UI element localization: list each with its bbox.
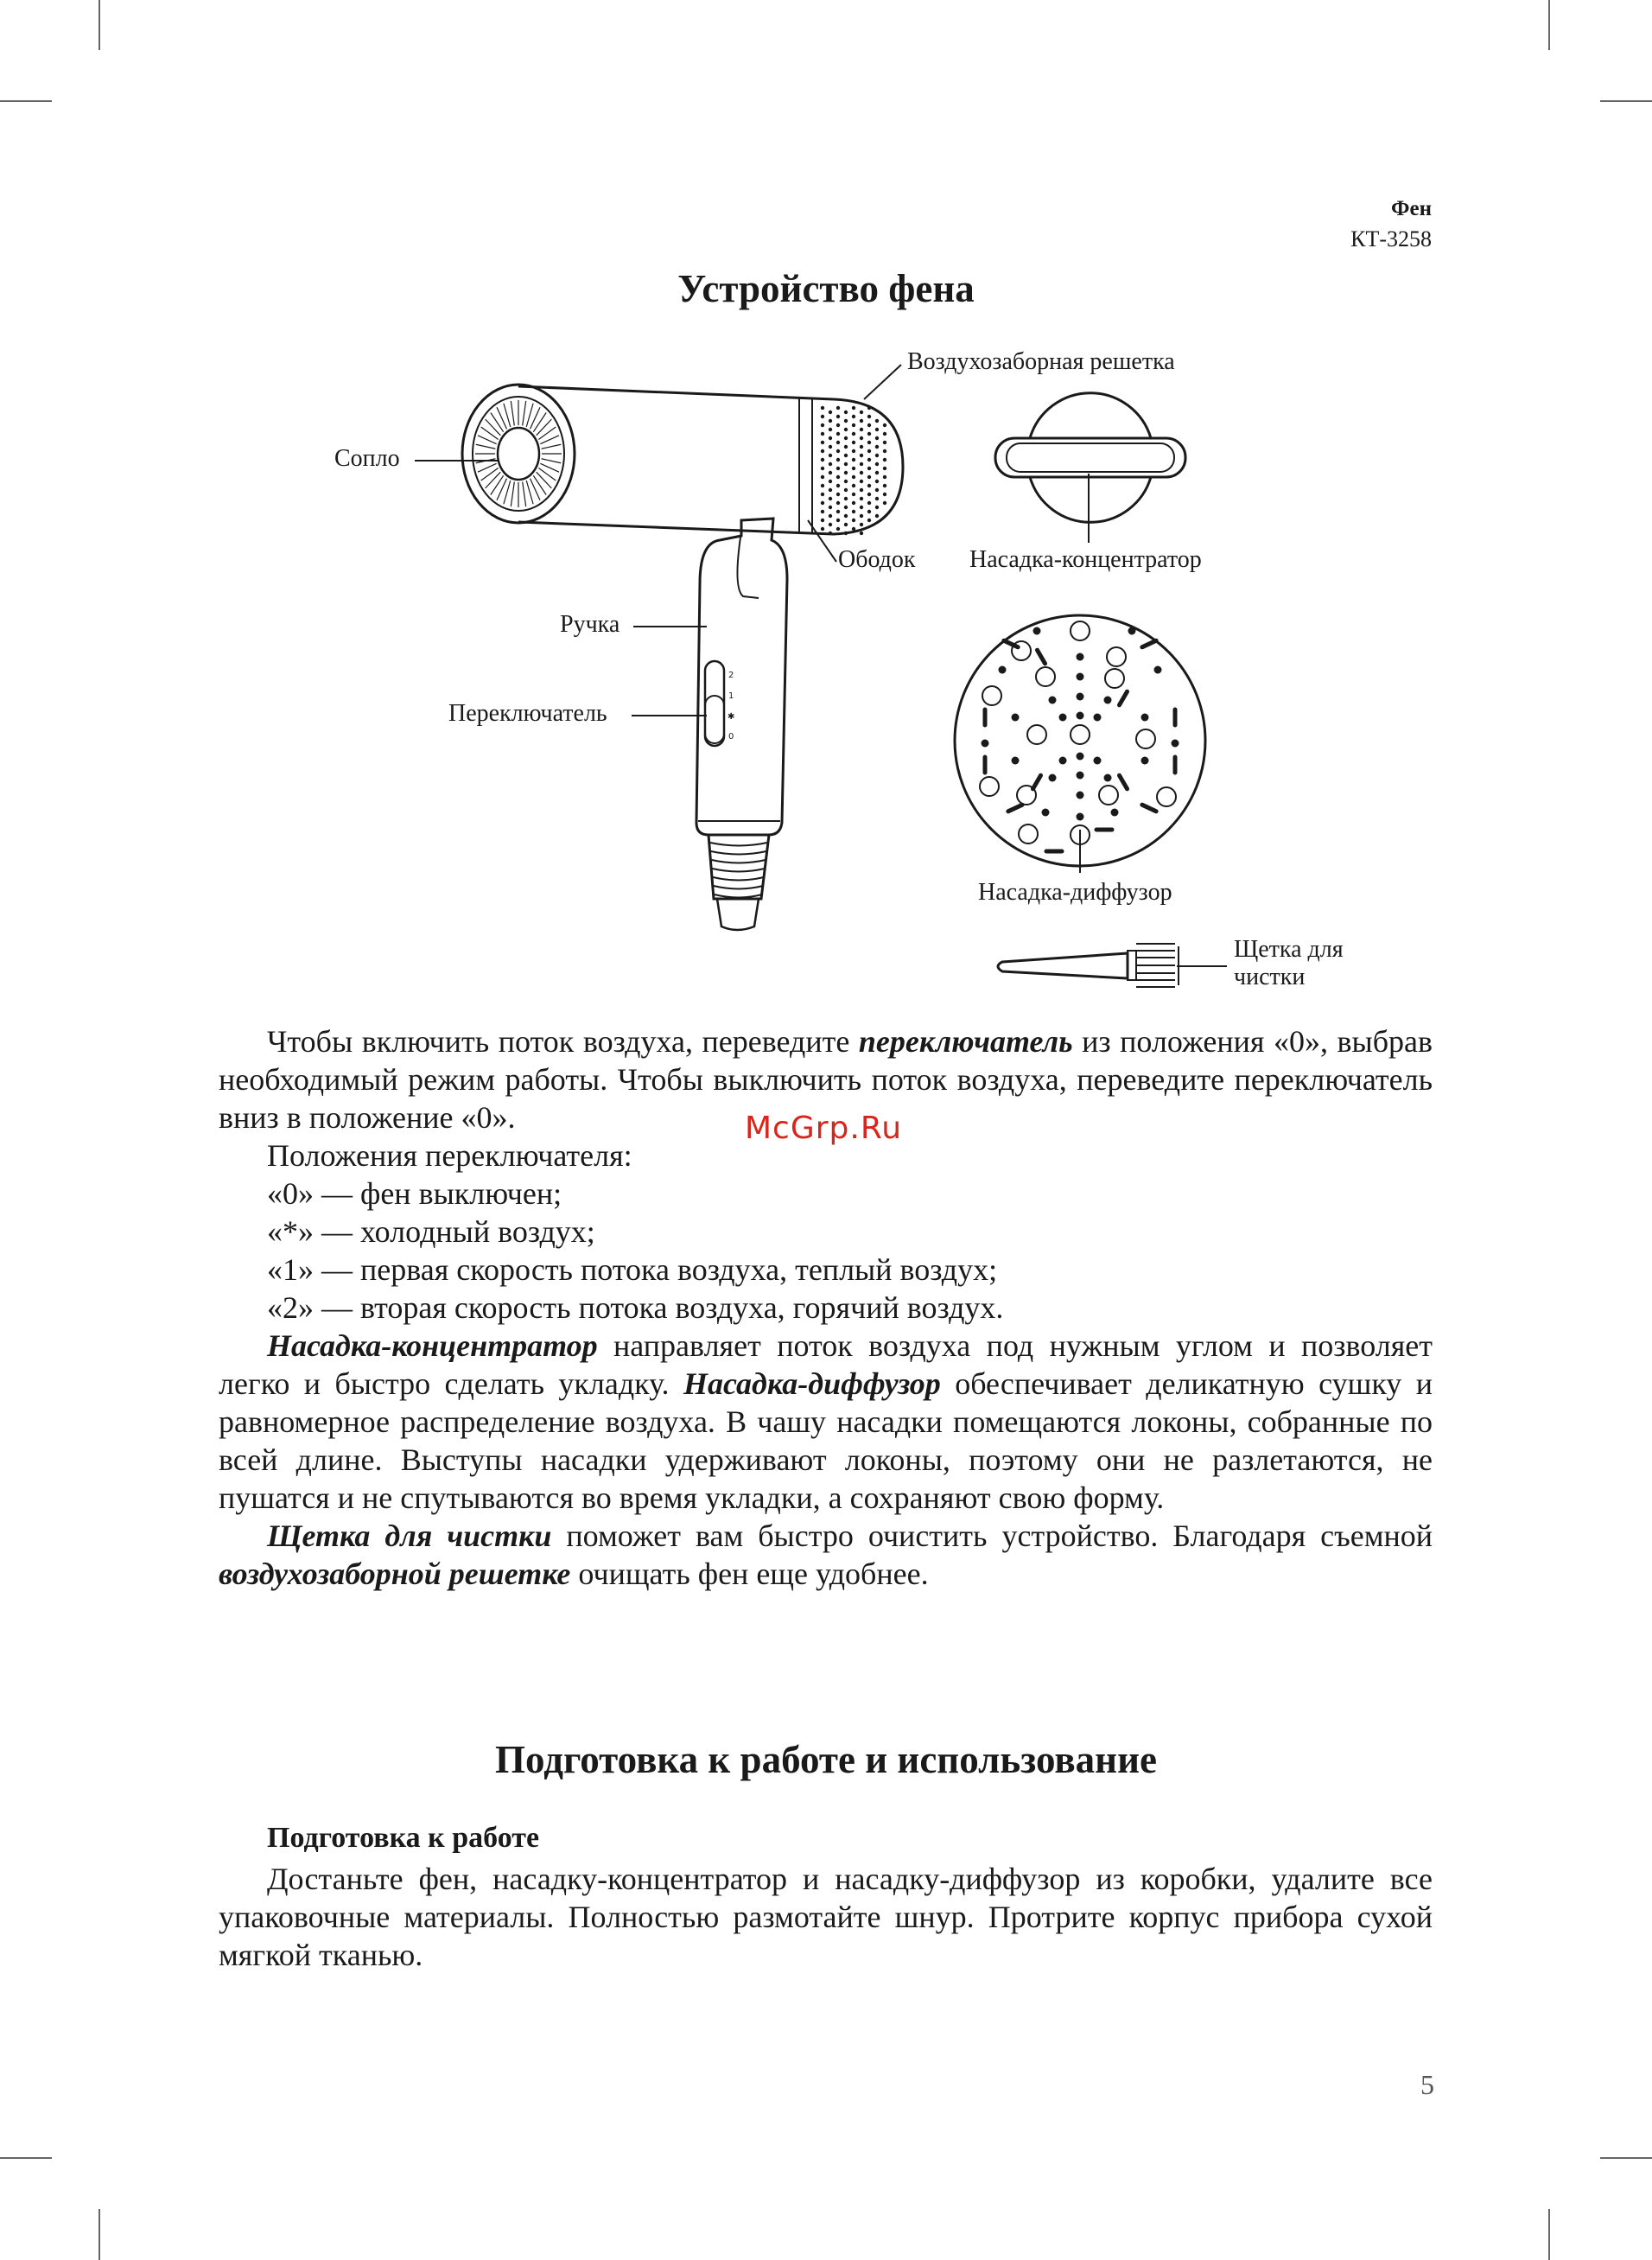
paragraph-brush: Щетка для чистки поможет вам быстро очистить устройство. Благодаря съемной воздухозаборной решетке очищать фен еще удобнее. [219,1518,1433,1591]
label-rim: Ободок [838,546,916,573]
switch-mark-cold: ✱ [728,712,735,722]
dryer-body [518,386,903,534]
section-title-preparation: Подготовка к работе и использование [494,1738,1157,1781]
switch-marks [728,671,734,742]
dryer-cord [708,835,769,930]
watermark: McGrp.Ru [745,1111,903,1146]
label-brush-line1: Щетка для [1234,936,1344,963]
position-item: «*» — холодный воздух; [267,1214,595,1249]
label-diffuser: Насадка-диффузор [978,879,1172,906]
position-item: «0» — фен выключен; [267,1176,562,1211]
leader-lines [415,365,901,716]
label-switch: Переключатель [448,700,607,727]
intake-grille-dots [821,406,886,535]
dryer-handle [696,519,787,835]
label-handle: Ручка [560,611,620,638]
cleaning-brush-drawing [998,944,1227,987]
page-number: 5 [1420,2069,1434,2100]
paragraph-attachments: Насадка-концентратор направляет поток воздуха под нужным углом и позволяет легко и быстро сделать укладку. Насадка-диффузор обеспечивает деликатную сушку и равномерное распределение воздуха. В чашу насадки помещаются локоны, собранные по всей длине. Выступы насадки удерживают локоны, поэтому они не разлетаются, не пушатся и не спутываются во время укладки, а сохраняют свою форму. [219,1328,1433,1515]
subheading-preparation: Подготовка к работе [267,1822,540,1854]
switch-mark-1: 1 [728,691,734,701]
section-title-device: Устройство фена [677,267,975,310]
switch-mark-0: 0 [728,732,734,742]
preparation-text-block [219,1860,1433,1974]
position-item: «2» — вторая скорость потока воздуха, горячий воздух. [267,1290,1004,1325]
label-concentrator: Насадка-концентратор [969,546,1202,573]
concentrator-drawing [995,393,1185,543]
preparation-text: Достаньте фен, насадку-концентратор и насадку-диффузор из коробки, удалите все упаковочные материалы. Полностью размотайте шнур. Протрите корпус прибора сухой мягкой тканью. [219,1862,1433,1972]
dryer-nozzle [462,385,575,523]
device-description [219,1022,1433,1593]
header-product: Фен [1391,197,1432,220]
position-item: «1» — первая скорость потока воздуха, теплый воздух; [267,1252,998,1287]
label-intake-grille: Воздухозаборная решетка [907,348,1175,375]
label-brush-line2: чистки [1234,964,1306,990]
switch-mark-2: 2 [728,671,734,680]
positions-title: Положения переключателя: [267,1138,632,1173]
paragraph-switch: Чтобы включить поток воздуха, переведите переключатель из положения «0», выбрав необходимый режим работы. Чтобы выключить поток воздуха, переведите переключатель вниз в положение «0». [219,1024,1433,1135]
label-brush [1234,936,1344,991]
label-nozzle: Сопло [334,445,400,472]
header-model: КТ-3258 [1350,226,1432,251]
diffuser-drawing [955,615,1205,873]
